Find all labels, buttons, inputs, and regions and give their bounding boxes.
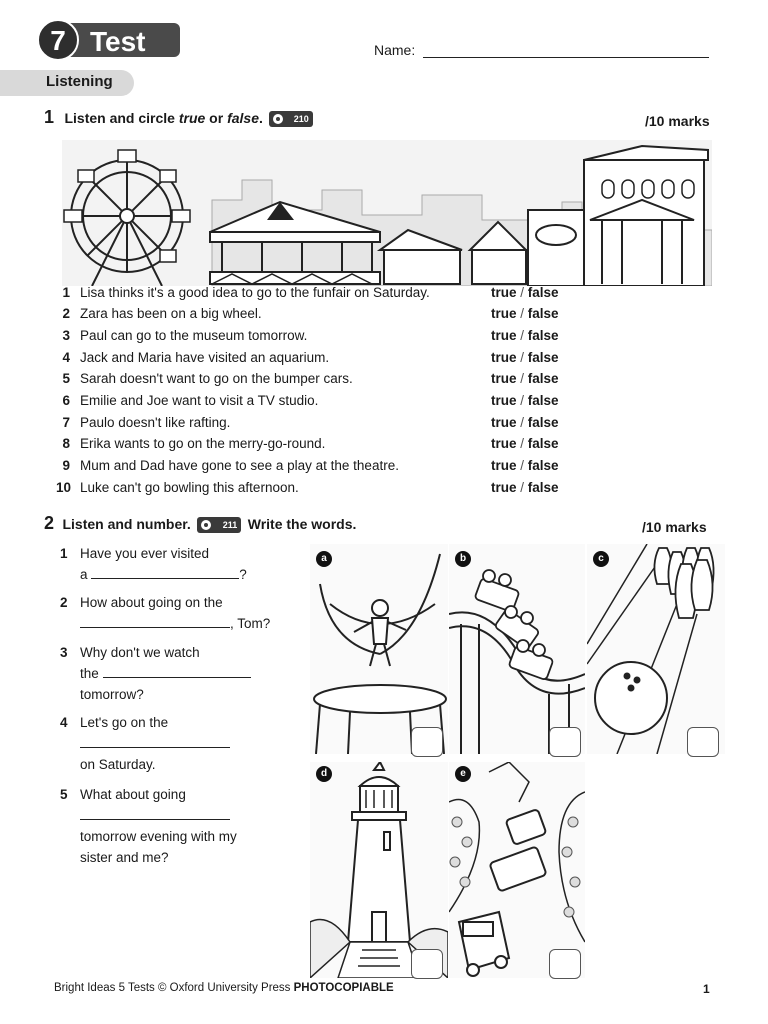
answer-blank[interactable] [80,805,230,820]
true-false-choice[interactable] [491,415,559,430]
exercise2-header [44,513,356,534]
item-text: Jack and Maria have visited an aquarium. [80,350,330,365]
list-item [56,350,576,370]
choice-false[interactable]: false [527,436,559,451]
name-label: Name: [374,42,416,58]
picture-letter-e: e [455,766,471,782]
item-number: 4 [62,350,70,365]
item-text: Zara has been on a big wheel. [80,306,262,321]
audio-track-number: 211 [222,519,238,530]
exercise2-number: 2 [44,513,55,533]
item-text: Lisa thinks it's a good idea to go to the funfair on Saturday. [80,285,430,300]
prompt-number: 1 [60,546,68,561]
prompt-5 [60,784,290,868]
prompt-2 [60,592,290,634]
prompt-text: tomorrow evening with my [80,829,237,844]
prompt-text: How about going on the [80,595,223,610]
choice-true[interactable]: true [491,328,517,343]
item-number: 10 [56,480,72,495]
answer-box-d[interactable] [411,949,443,979]
answer-blank[interactable] [91,564,239,579]
prompt-number: 5 [60,787,68,802]
picture-e-parade [449,762,585,978]
item-text: Erika wants to go on the merry-go-round. [80,436,326,451]
section-label: Listening [46,73,113,90]
prompt-text: Let's go on the [80,715,169,730]
item-text: Paul can go to the museum tomorrow. [80,328,308,343]
prompt-text: ? [239,567,247,582]
picture-c-bowling [587,544,725,754]
choice-true[interactable]: true [491,415,517,430]
prompt-text: Have you ever visited [80,546,210,561]
choice-true[interactable]: true [491,436,517,451]
item-number: 9 [62,458,70,473]
true-false-choice[interactable] [491,371,559,386]
list-item [56,306,576,326]
exercise2-marks: /10 marks [642,519,707,535]
prompt-text: the [80,666,99,681]
choice-false[interactable]: false [527,458,559,473]
choice-false[interactable]: false [527,480,559,495]
choice-true[interactable]: true [491,306,517,321]
footer-photocopiable: PHOTOCOPIABLE [293,982,394,994]
choice-sep: / [516,480,528,495]
choice-false[interactable]: false [527,350,559,365]
true-false-choice[interactable] [491,480,559,495]
true-false-choice[interactable] [491,458,559,473]
choice-false[interactable]: false [527,393,559,408]
unit-badge [36,19,182,61]
choice-false[interactable]: false [527,415,559,430]
choice-sep: / [516,350,528,365]
item-number: 2 [62,306,70,321]
choice-true[interactable]: true [491,285,517,300]
list-item [56,285,576,305]
page-number: 1 [703,982,710,996]
picture-a-trampoline [310,544,448,754]
list-item [56,458,576,478]
name-field[interactable] [423,57,709,58]
answer-box-e[interactable] [549,949,581,979]
item-text: Mum and Dad have gone to see a play at the theatre. [80,458,399,473]
list-item [56,436,576,456]
item-number: 7 [62,415,70,430]
list-item [56,415,576,435]
choice-sep: / [516,371,528,386]
prompt-text: What about going [80,787,186,802]
list-item [56,480,576,500]
choice-sep: / [516,393,528,408]
footer [54,982,394,994]
item-text: Paulo doesn't like rafting. [80,415,231,430]
picture-letter-a: a [316,551,332,567]
choice-sep: / [516,285,528,300]
unit-number: 7 [50,25,66,56]
choice-true[interactable]: true [491,458,517,473]
answer-box-a[interactable] [411,727,443,757]
choice-false[interactable]: false [527,371,559,386]
choice-false[interactable]: false [527,285,559,300]
picture-letter-d: d [316,766,332,782]
choice-sep: / [516,415,528,430]
speaker-icon [273,114,283,124]
list-item [56,328,576,348]
choice-sep: / [516,436,528,451]
true-false-choice[interactable] [491,393,559,408]
picture-letter-b: b [455,551,471,567]
choice-true[interactable]: true [491,393,517,408]
item-number: 1 [62,285,70,300]
choice-true[interactable]: true [491,480,517,495]
exercise2-instruction-a: Listen and number. [62,516,191,532]
true-false-choice[interactable] [491,285,559,300]
exercise1-marks: /10 marks [645,113,710,129]
answer-blank[interactable] [103,663,251,678]
item-number: 5 [62,371,70,386]
item-text: Luke can't go bowling this afternoon. [80,480,299,495]
exercise1-header [44,107,315,128]
item-number: 3 [62,328,70,343]
word-or: or [205,110,228,126]
item-text: Emilie and Joe want to visit a TV studio. [80,393,319,408]
word-true: true [178,110,206,126]
prompt-1 [60,543,290,585]
speaker-icon [201,520,211,530]
true-false-choice[interactable] [491,306,559,321]
prompt-text: on Saturday. [80,757,156,772]
prompt-text: a [80,567,88,582]
prompt-3 [60,642,290,705]
choice-sep: / [516,306,528,321]
prompt-text: Why don't we watch [80,645,200,660]
audio-track-number: 210 [293,113,309,124]
choice-false[interactable]: false [527,328,559,343]
exercise1-instruction: Listen and circle [64,110,179,126]
prompt-number: 2 [60,595,68,610]
choice-true[interactable]: true [491,371,517,386]
unit-title: Test [90,26,146,57]
prompt-4 [60,712,290,775]
prompt-text: , Tom? [230,616,271,631]
answer-blank[interactable] [80,613,230,628]
picture-letter-c: c [593,551,609,567]
prompt-number: 3 [60,645,68,660]
answer-box-c[interactable] [687,727,719,757]
item-text: Sarah doesn't want to go on the bumper cars. [80,371,353,386]
picture-d-lighthouse [310,762,448,978]
answer-box-b[interactable] [549,727,581,757]
choice-sep: / [516,328,528,343]
choice-true[interactable]: true [491,350,517,365]
picture-b-roller-coaster [449,544,585,754]
item-number: 8 [62,436,70,451]
exercise1-number: 1 [44,107,55,127]
choice-sep: / [516,458,528,473]
choice-false[interactable]: false [527,306,559,321]
footer-text: Bright Ideas 5 Tests © Oxford University Press [54,982,294,994]
true-false-choice[interactable] [491,350,559,365]
item-number: 6 [62,393,70,408]
word-false: false [227,110,259,126]
exercise2-instruction-b: Write the words. [247,516,357,532]
prompt-text: sister and me? [80,850,169,865]
funfair-illustration [62,140,712,286]
true-false-choice[interactable] [491,328,559,343]
answer-blank[interactable] [80,733,230,748]
list-item [56,393,576,413]
true-false-choice[interactable] [491,436,559,451]
instruction-end: . [259,110,263,126]
prompt-text: tomorrow? [80,687,144,702]
list-item [56,371,576,391]
prompt-number: 4 [60,715,68,730]
audio-track-badge[interactable] [269,111,313,127]
audio-track-badge[interactable] [197,517,241,533]
